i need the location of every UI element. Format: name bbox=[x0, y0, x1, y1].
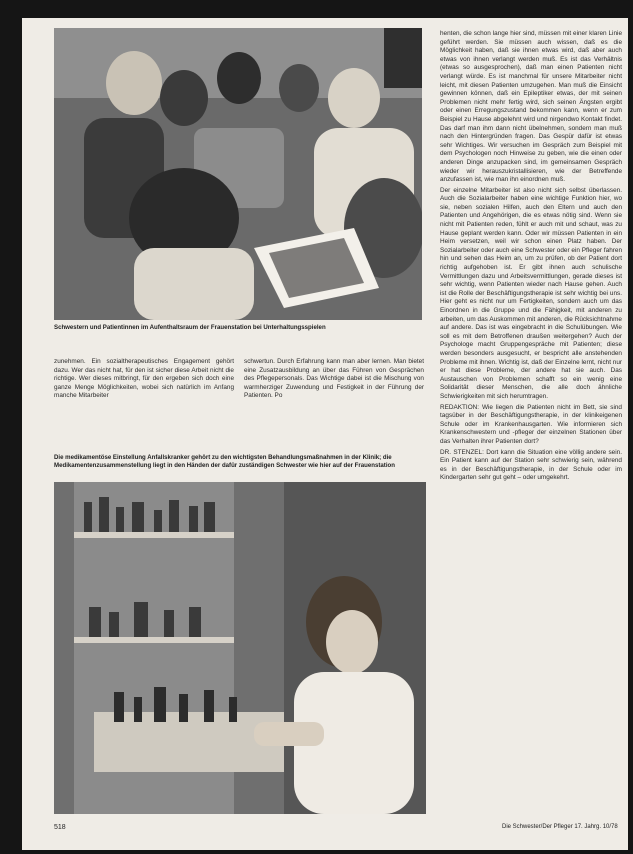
photo-top-illustration bbox=[54, 28, 422, 320]
right-paragraph-stenzel: DR. STENZEL: Dort kann die Situation eine völlig andere sein. Ein Patient kann auf der Station sehr schwierig sein, während es in der Beschäftigungstherapie, in der Schule oder im Kindergarten sehr gut geht – oder umgekehrt. bbox=[440, 448, 622, 482]
right-paragraph-redaktion: REDAKTION: Wie liegen die Patienten nicht im Bett, sie sind tagsüber in der Beschäftigungstherapie, in der klinikeigenen Schule oder im Krankenhausgarten. Wie informieren sich Krankenschwestern und -pfleger der einzelnen Stationen über das Verhalten ihrer Patienten dort? bbox=[440, 403, 622, 445]
article-text-middle-right: schwertun. Durch Erfahrung kann man aber lernen. Man bietet eine Zusatzausbildung an über das Führen von Gesprächen des Pflegepersonals. Das Wichtige dabei ist die Mischung von warmherziger Zuwendung und Festigkeit in der Führung der Patienten. Po bbox=[244, 358, 424, 400]
page-number: 518 bbox=[54, 824, 66, 831]
photo-bottom-illustration bbox=[54, 482, 426, 814]
right-paragraph-2: Der einzelne Mitarbeiter ist also nicht sich selbst überlassen. Auch die Sozialarbeiter haben eine wichtige Funktion hier, wo sie, neben sozialen Hilfen, auch den Eltern und auch den Patienten und Angehörigen, die es etwas nötig sind. Wenn sie nicht mit Patienten reden, fühlt er auch mit und schaut, was zu Hause geplant werden kann. Oder wir müssen Patienten in ein Heim versetzen, weil wir schon einen Platz haben. Der Sozialarbeiter oder auch eine Schwester oder ein Pfleger fahren hin und sehen das Heim an, um zu prüfen, ob der Patient dort richtig aufgehoben ist. Er gibt ihnen auch schulische Vermittlungen dazu und Arbeitsvermittlungen, gerade dieses ist sehr wichtig, wenn Patienten wieder nach Hause gehen. Auch ist die Rolle der Beschäftigungstherapie ist sehr wichtig bei uns. Hier geht es nicht nur um Fertigkeiten, sondern auch um das Einordnen in die Gruppe und die Fähigkeit, mit anderen zu arbeiten, um das Auskommen mit anderen, die Rücksichtnahme auf andere. Das ist was eingebracht in die Schulübungen. Wie soll es mit dem Betroffenen draußen weitergehen? Auch der Psychologe macht Gruppengespräche mit Patienten; diese werden besonders ausgesucht, er bespricht alle anstehenden Probleme mit ihnen. Wichtig ist, daß der Einzelne lernt, nicht nur er hat diese Probleme, der andere hat sie auch. Das Austauschen von Problemen schafft so ein wenig eine Solidarität dieser Menschen, die alle doch ähnliche Schwierigkeiten mit sich herumtragen. bbox=[440, 186, 622, 400]
article-text-right-column bbox=[440, 30, 622, 822]
photo-nurses-playing-games bbox=[54, 28, 422, 320]
publication-footer: Die Schwester/Der Pfleger 17. Jahrg. 10/78 bbox=[502, 824, 618, 830]
magazine-page bbox=[22, 18, 628, 850]
caption-bottom-photo: Die medikamentöse Einstellung Anfallskranker gehört zu den wichtigsten Behandlungsmaßnahmen in der Klinik; die Medikamentenzusammenstellung liegt in den Händen der dafür zuständigen Schwester wie hier auf der Frauenstation bbox=[54, 454, 395, 469]
caption-top-photo: Schwestern und Patientinnen im Aufenthaltsraum der Frauenstation bei Unterhaltungsspielen bbox=[54, 324, 326, 331]
article-text-middle-left: zunehmen. Ein sozialtherapeutisches Engagement gehört dazu. Wer das nicht hat, für den ist sicher diese Arbeit nicht die richtige. Wer dieses mitbringt, für den ergeben sich doch eine ganze Menge Möglichkeiten, wobei sich natürlich im Anfang manche Mitarbeiter bbox=[54, 358, 234, 400]
photo-nurse-preparing-medication bbox=[54, 482, 426, 814]
right-paragraph-1: henten, die schon lange hier sind, müssen mit einer klaren Linie geführt werden. Sie müssen auch wissen, daß es die Möglichkeit haben, daß sie ihnen etwas wird, daß aber auch etwas von ihnen verlangt werden muß. Es ist das Verhältnis (etwas so ausgesprochen), daß man einen Patienten nicht verlangt würde. Es ist manchmal für unsere Mitarbeiter nicht leicht, mit diesen Patienten umzugehen. Man muß die Einsicht gewinnen können, daß ein Epileptiker etwas, der mit seinen Problemen nicht mehr fertig wird, sich seinen Ängsten ergibt oder einen Erregungszustand bekommen kann, wenn er zum Beispiel zu Hause abgelehnt wird und nirgendwo Kontakt findet. Das darf man ihm dann nicht übelnehmen, sondern man muß nach den Hintergründen fragen. Das Gespür dafür ist etwas sehr Wichtiges. Wir versuchen im Gespräch zum Beispiel mit dem Psychologen noch Hinweise zu geben, wie die einen oder anderen Dinge anzupacken sind, im gemeinsamen Gespräch wieder wir herauszukristallisieren, wie der Betreffende anzufassen ist, wie man ihn einordnen muß. bbox=[440, 30, 622, 184]
